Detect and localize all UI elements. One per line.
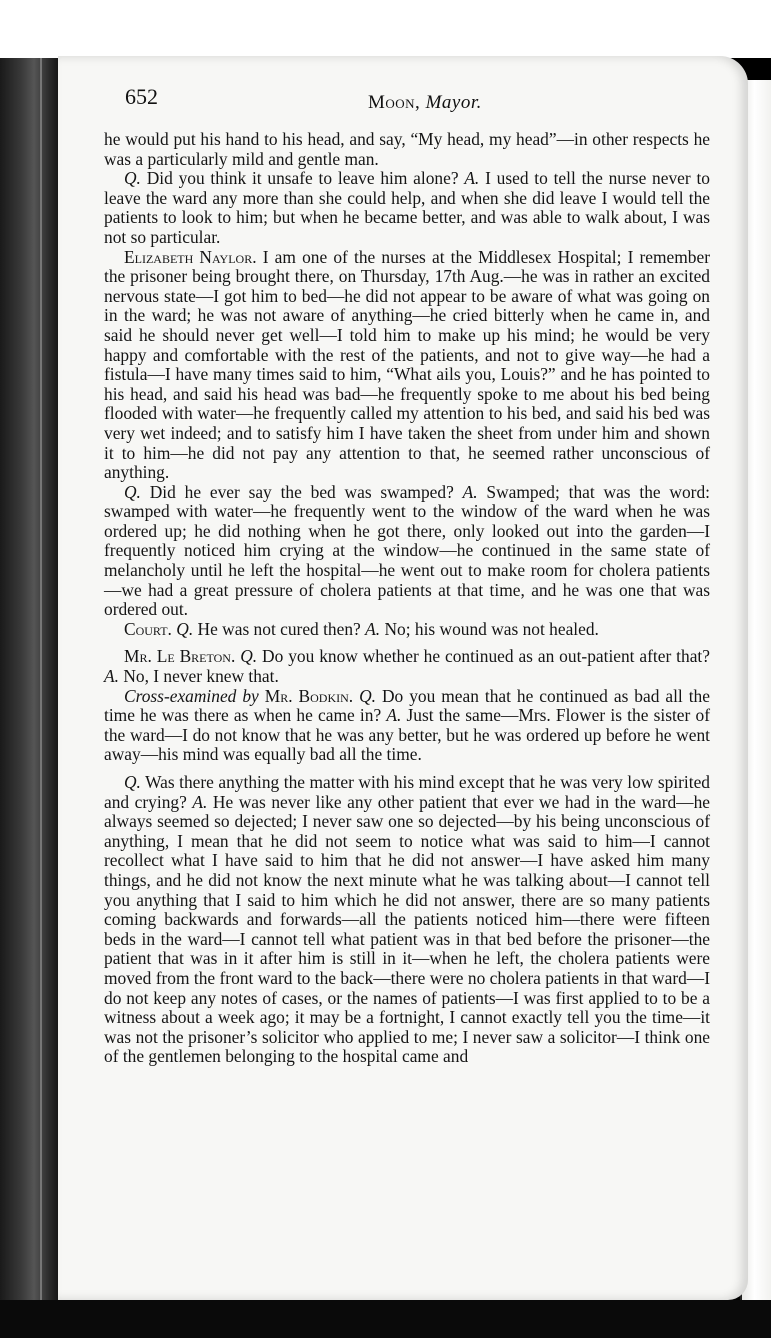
text-run: Do you know whether he continued as an out-patient after that? (257, 646, 710, 667)
text-run: Just the same—Mrs. Flower is the sister of the ward—I do not know that he was any better, but he was ordered up before he went away—his mind was equally bad all the time. (104, 705, 710, 765)
scan-margin-bottom (0, 1300, 771, 1338)
text-run: Was there anything the matter with his mind except that he was very low spirited and crying? (104, 772, 710, 812)
paragraph (104, 647, 710, 686)
paragraph (104, 483, 710, 620)
text-run: He was not cured then? (193, 618, 366, 639)
qa-marker: A. (464, 168, 480, 189)
running-head-name: Moon, (368, 92, 421, 113)
paragraph (104, 773, 710, 1067)
paragraph (104, 248, 710, 483)
running-head-title: Mayor. (425, 92, 482, 113)
text-run: Do you mean that he continued as bad all the time he was there as when he came in? (104, 685, 710, 726)
qa-marker: A. (365, 618, 381, 639)
qa-marker: A. (462, 481, 478, 502)
speaker-name: Elizabeth Naylor. (124, 246, 257, 267)
paragraph (104, 620, 710, 640)
qa-marker: Q. (359, 685, 377, 706)
book-spine (0, 58, 62, 1308)
text-run: Swamped; that was the word: swamped with water—he frequently went to the window of the ward when he was ordered up; he did nothing when he got there, only looked out into the garden—I frequently noticed him crying at the window—he continued in the same state of melancholy until he left the hospital—he went out to make room for cholera patients—we had a great pressure of cholera patients at that time, and he was one that was ordered out. (104, 481, 710, 620)
text-run: I am one of the nurses at the Middlesex Hospital; I remember the prisoner being brought there, on Thursday, 17th Aug.—he was in rather an excited nervous state—I got him to bed—he did not appear to be aware of what was going on in the ward; he was not aware of anything—he cried bitterly when he came in, and said he should never get well—I told him to make up his mind; he would be very happy and comfortable with the rest of the patients, and not to give way—he had a fistula—I have many times said to him, “What ails you, Louis?” and he has pointed to his head, and said his head was bad—he frequently spoke to me about his bed being flooded with water—he frequently called my attention to his bed, and said his bed was very wet indeed; and to satisfy him I have taken the sheet from under him and shown it to him—he did not pay any attention to that, he seemed rather unconscious of anything. (104, 246, 710, 483)
speaker-name: Court. (124, 618, 172, 639)
scan-margin-top (0, 0, 771, 58)
page-header (125, 84, 725, 114)
text-run: Did he ever say the bed was swamped? (140, 481, 463, 502)
italic-text: Cross-examined by (124, 685, 259, 706)
qa-marker: Q. (124, 481, 141, 502)
text-run: No; his wound was not healed. (380, 618, 599, 639)
paragraph (104, 130, 710, 169)
qa-marker: A. (104, 666, 119, 687)
qa-marker: Q. (240, 646, 258, 667)
speaker-name: Mr. Le Breton. (124, 646, 236, 667)
text-run: He was never like any other patient that ever we had in the ward—he always seemed so dejected; I never saw one so dejected—by his being unconscious of anything, I mean that he did not seem to notice what was said to him—I cannot recollect what I have said to him that he did not answer—I have asked him many things, and he did not know the next minute what he was talking about—I cannot tell you anything that I said to him which he did not answer, there are so many patients coming backwards and forwards—all the patients noticed him—there were fifteen beds in the ward—I cannot tell what patient was in that bed before the prisoner—the patient that was in it after him is still in it—when he left, the cholera patients were moved from the front ward to the back—there were no cholera patients in that ward—I do not keep any notes of cases, or the names of patients—I was first applied to to be a witness about a week ago; it may be a fortnight, I cannot exactly tell you the time—it was not the prisoner’s solicitor who applied to me; I never saw a solicitor—I think one of the gentlemen belonging to the hospital came and (104, 791, 710, 1067)
page-number: 652 (125, 84, 158, 109)
speaker-name: Mr. Bodkin. (264, 685, 354, 706)
spine-fold-line (40, 58, 42, 1308)
qa-marker: Q. (176, 618, 194, 639)
text-run: I used to tell the nurse never to leave the ward any more than she could help, and when she did leave I would tell the patients to look to him; but when he became better, and was able to walk about, I was not so particular. (104, 168, 710, 247)
text-run: No, I never knew that. (118, 666, 279, 687)
page-body (104, 130, 710, 1067)
text-run: Did you think it unsafe to leave him alone? (140, 168, 465, 189)
running-head (368, 92, 482, 114)
qa-marker: Q. (124, 772, 141, 792)
paragraph (104, 687, 710, 765)
qa-marker: A. (192, 791, 208, 812)
qa-marker: A. (386, 705, 402, 726)
paragraph (104, 169, 710, 247)
qa-marker: Q. (124, 168, 141, 189)
text-run: he would put his hand to his head, and say, “My head, my head”—in other respects he was a particularly mild and gentle man. (104, 129, 710, 169)
